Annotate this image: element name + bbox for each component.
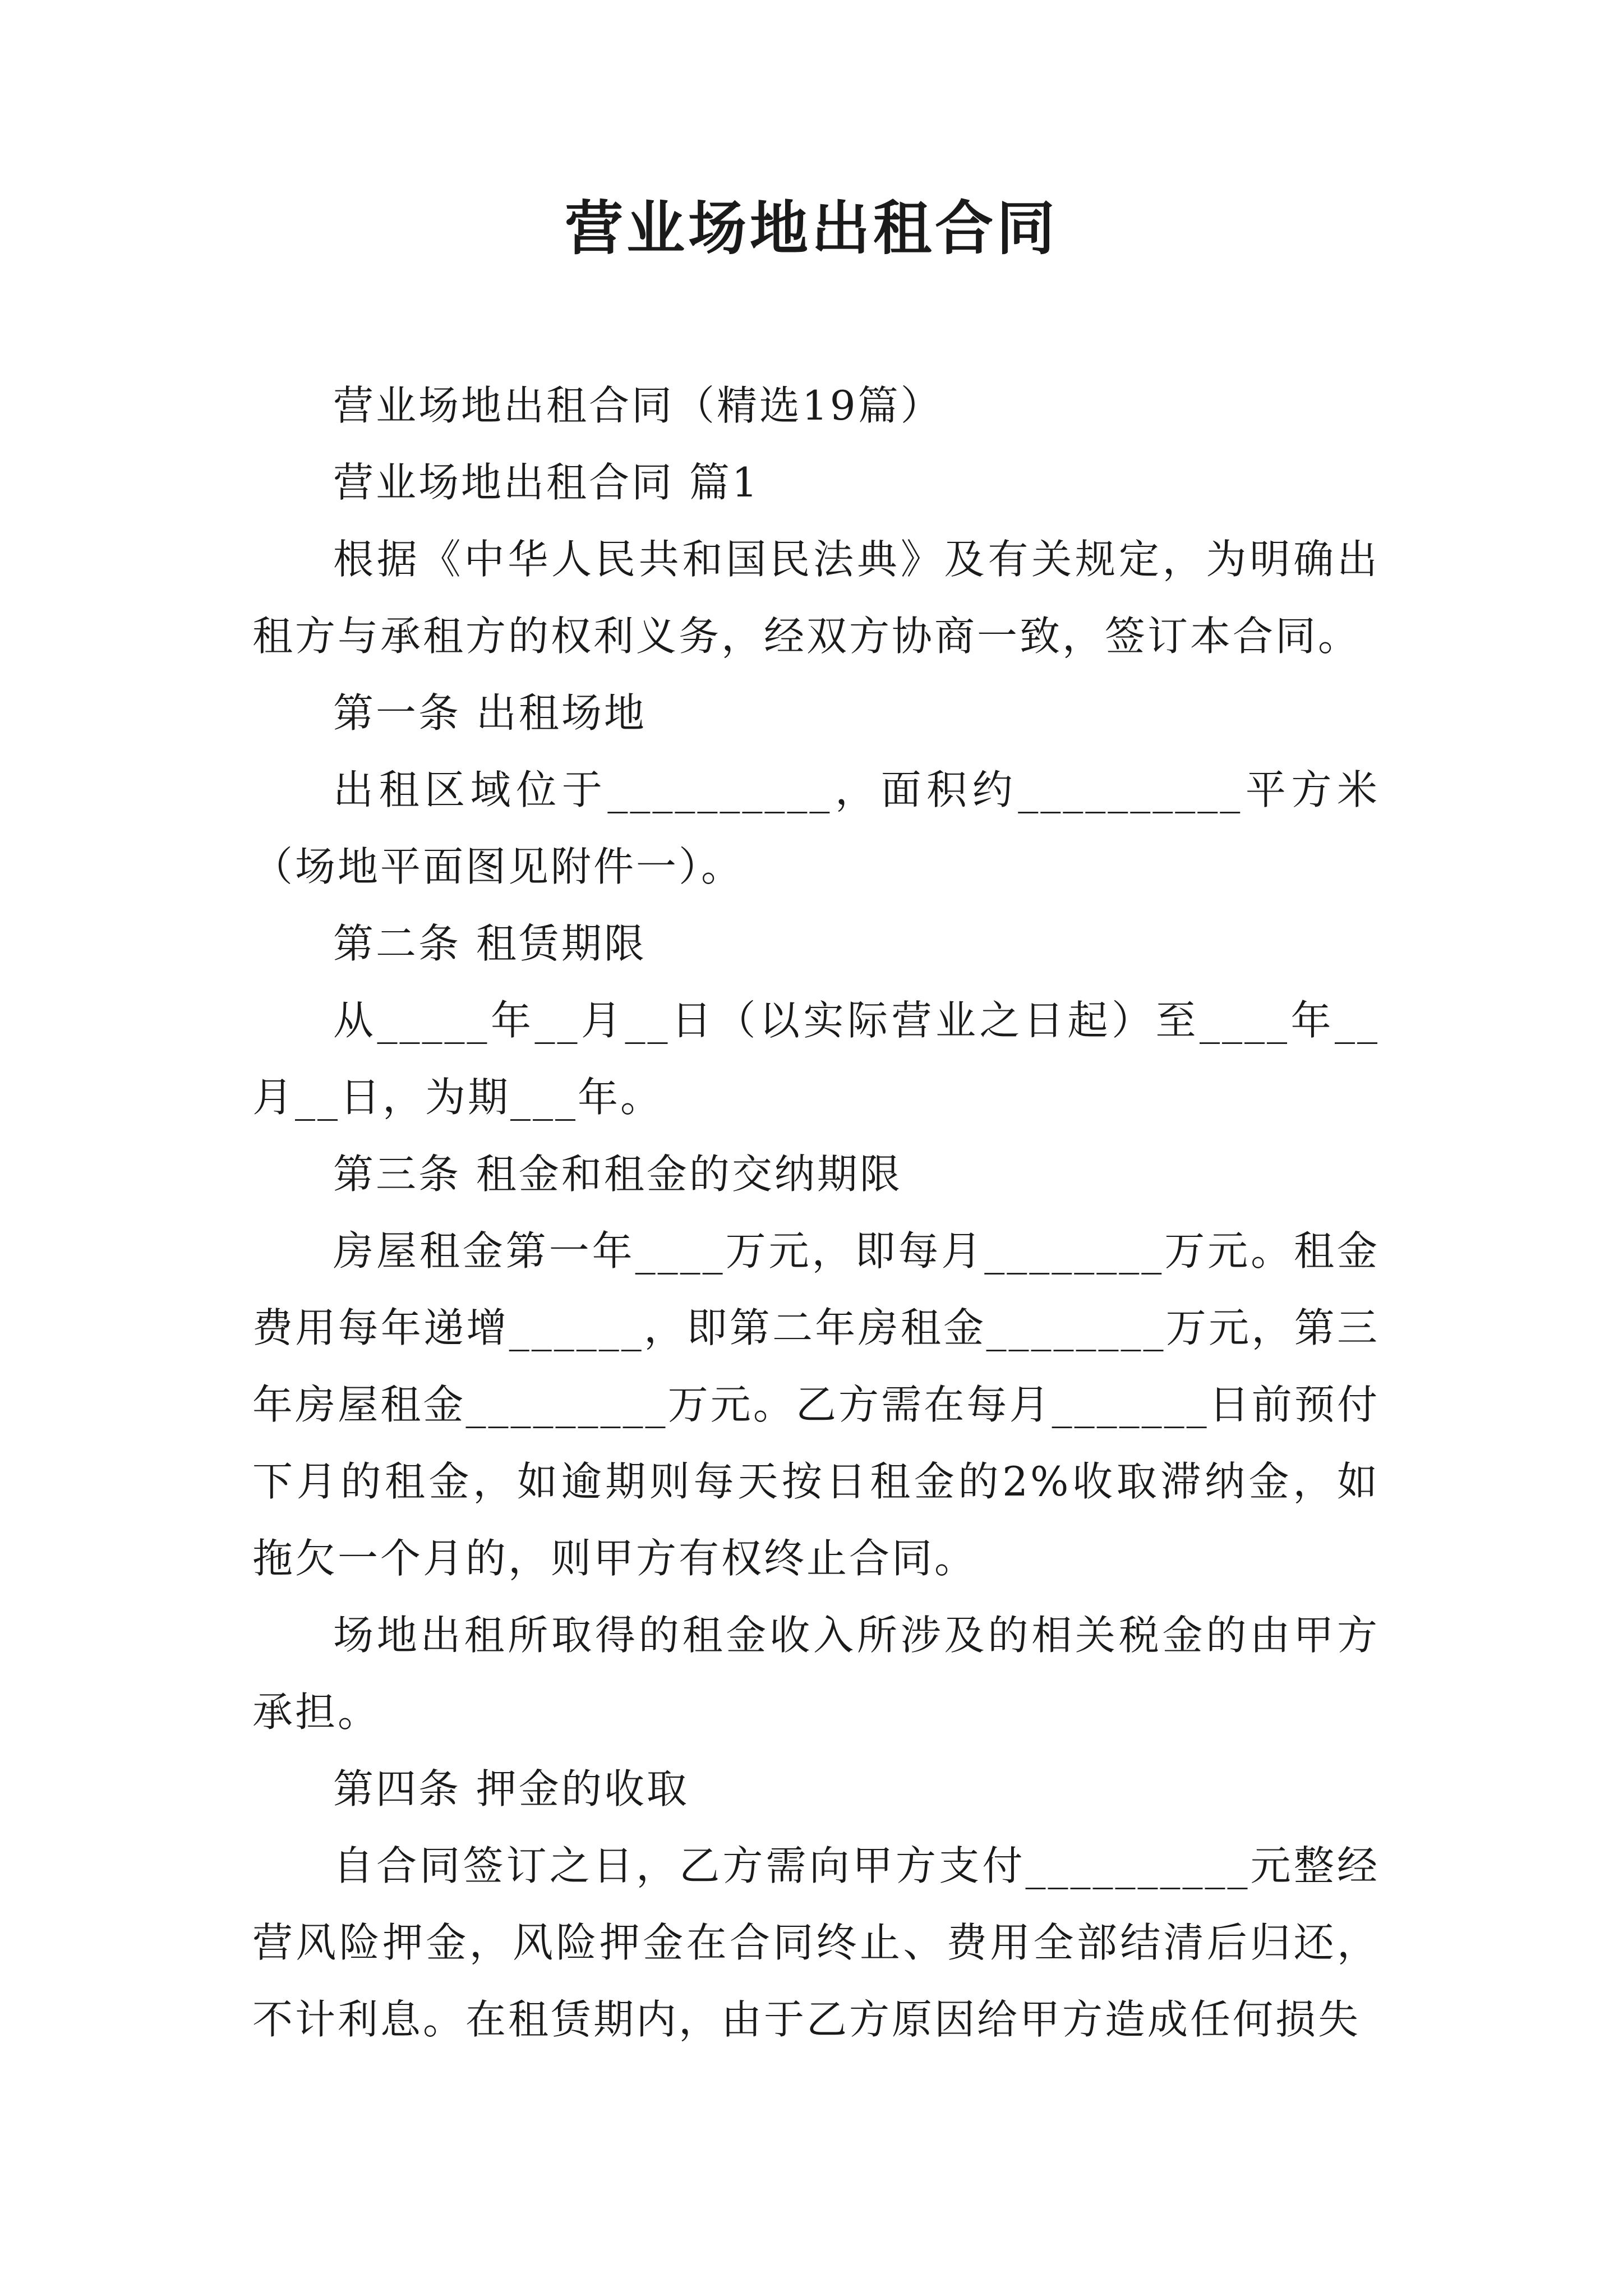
paragraph-section-heading: 营业场地出租合同 篇1 [333, 459, 760, 506]
clause-body-3: 房屋租金第一年____万元，即每月________万元。租金费用每年递增______，即第二年房租金________万元，第三年房屋租金_________万元。乙方需在每月_______日前预付下月的租金，如逾期则每天按日租金的2%收取滞纳金，如拖欠一个月的，则甲方有权终止合同。 [252, 1227, 1380, 1582]
clause-body-3-tax: 场地出租所取得的租金收入所涉及的相关税金的由甲方承担。 [252, 1612, 1380, 1736]
paragraph-preamble: 根据《中华人民共和国民法典》及有关规定，为明确出租方与承租方的权利义务，经双方协商一致，签订本合同。 [252, 536, 1380, 660]
clause-body-4: 自合同签订之日，乙方需向甲方支付__________元整经营风险押金，风险押金在合同终止、费用全部结清后归还，不计利息。在租赁期内，由于乙方原因给甲方造成任何损失 [252, 1842, 1380, 2043]
paragraph-subtitle: 营业场地出租合同（精选19篇） [333, 382, 943, 429]
clause-body-1: 出租区域位于__________，面积约__________平方米（场地平面图见附件一）。 [252, 766, 1380, 890]
clause-heading-2: 第二条 租赁期限 [333, 920, 647, 967]
clause-body-2: 从_____年__月__日（以实际营业之日起）至____年__月__日，为期___年。 [252, 997, 1380, 1121]
document-body [252, 367, 1380, 2058]
clause-heading-4: 第四条 押金的收取 [333, 1765, 689, 1812]
clause-heading-1: 第一条 出租场地 [333, 689, 647, 737]
document-title: 营业场地出租合同 [564, 194, 1058, 263]
clause-heading-3: 第三条 租金和租金的交纳期限 [333, 1151, 902, 1198]
